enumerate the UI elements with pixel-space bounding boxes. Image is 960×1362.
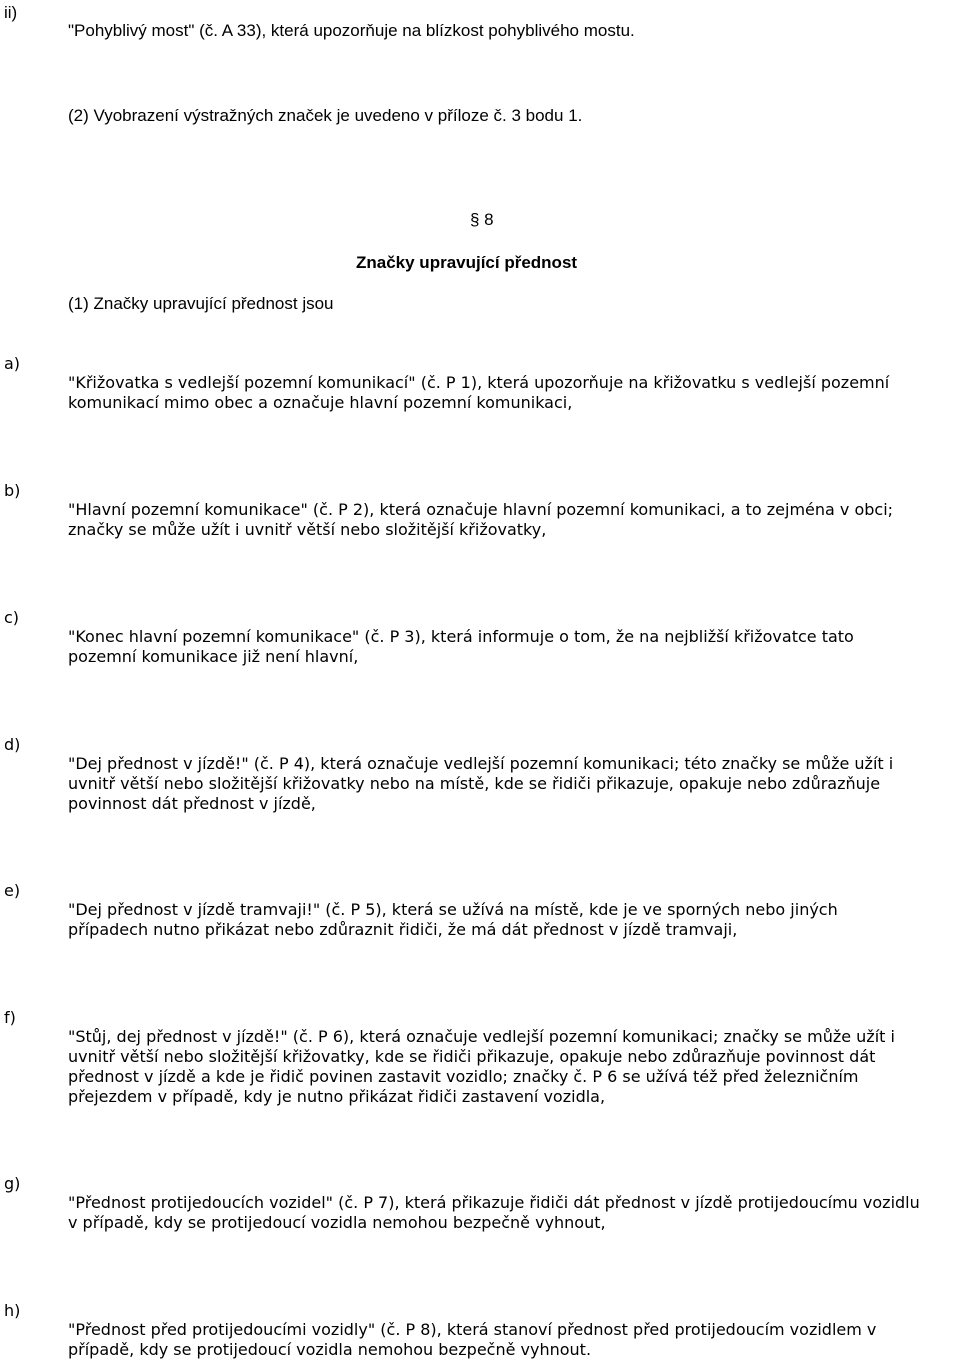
section-title: Značky upravující přednost xyxy=(356,253,578,272)
item-label-a: a) xyxy=(4,354,21,373)
item-line: značky se může užít i uvnitř větší nebo složitější křižovatky, xyxy=(68,520,547,539)
item-label-d: d) xyxy=(4,735,21,754)
item-label-h: h) xyxy=(4,1301,21,1320)
list-item-a xyxy=(68,373,960,413)
item-label-f: f) xyxy=(4,1008,16,1027)
list-item-b xyxy=(68,500,960,540)
list-item-c xyxy=(68,627,960,667)
item-label-ii: ii) xyxy=(4,3,18,22)
item-line: povinnost dát přednost v jízdě, xyxy=(68,794,316,813)
section-intro: (1) Značky upravující přednost jsou xyxy=(68,294,334,313)
item-line: "Hlavní pozemní komunikace" (č. P 2), která označuje hlavní pozemní komunikaci, a to zejména v obci; xyxy=(68,500,894,519)
item-line: případě, kdy se protijedoucí vozidla nemohou bezpečně vyhnout. xyxy=(68,1340,592,1359)
item-line: pozemní komunikace již není hlavní, xyxy=(68,647,359,666)
list-item-d xyxy=(68,754,960,814)
list-item-g xyxy=(68,1193,960,1233)
item-line: uvnitř větší nebo složitější křižovatky, kde se řidiči přikazuje, opakuje nebo zdůrazňuje povinnost dát xyxy=(68,1047,876,1066)
list-item-e xyxy=(68,900,960,940)
item-label-e: e) xyxy=(4,881,21,900)
item-line: komunikací mimo obec a označuje hlavní pozemní komunikaci, xyxy=(68,393,573,412)
item-line: "Přednost před protijedoucími vozidly" (č. P 8), která stanoví přednost před protijedoucím vozidlem v xyxy=(68,1320,877,1339)
item-line: "Konec hlavní pozemní komunikace" (č. P 3), která informuje o tom, že na nejbližší křižovatce tato xyxy=(68,627,854,646)
moving-bridge-text: "Pohyblivý most" (č. A 33), která upozorňuje na blízkost pohyblivého mostu. xyxy=(68,21,635,40)
annex-note: (2) Vyobrazení výstražných značek je uvedeno v příloze č. 3 bodu 1. xyxy=(68,106,583,125)
item-label-g: g) xyxy=(4,1174,21,1193)
item-line: přednost v jízdě a kde je řidič povinen zastavit vozidlo; značky č. P 6 se užívá též před železničním xyxy=(68,1067,859,1086)
item-line: uvnitř větší nebo složitější křižovatky nebo na místě, kde se řidiči přikazuje, opakuje nebo zdůrazňuje xyxy=(68,774,881,793)
item-line: přejezdem v případě, kdy je nutno přikázat řidiči zastavení vozidla, xyxy=(68,1087,606,1106)
item-line: "Křižovatka s vedlejší pozemní komunikací" (č. P 1), která upozorňuje na křižovatku s vedlejší pozemní xyxy=(68,373,890,392)
item-line: "Dej přednost v jízdě tramvaji!" (č. P 5), která se užívá na místě, kde je ve sporných nebo jiných xyxy=(68,900,838,919)
section-symbol: § 8 xyxy=(470,210,494,229)
item-line: "Přednost protijedoucích vozidel" (č. P 7), která přikazuje řidiči dát přednost v jízdě protijedoucímu vozidlu xyxy=(68,1193,920,1212)
list-item-f xyxy=(68,1027,960,1107)
item-line: "Stůj, dej přednost v jízdě!" (č. P 6), která označuje vedlejší pozemní komunikaci; značky se může užít i xyxy=(68,1027,895,1046)
list-item-h xyxy=(68,1320,960,1360)
item-label-c: c) xyxy=(4,608,20,627)
item-line: případech nutno přikázat nebo zdůraznit řidiči, že má dát přednost v jízdě tramvaji, xyxy=(68,920,738,939)
item-line: "Dej přednost v jízdě!" (č. P 4), která označuje vedlejší pozemní komunikaci; této značky se může užít i xyxy=(68,754,894,773)
item-line: v případě, kdy se protijedoucí vozidla nemohou bezpečně vyhnout, xyxy=(68,1213,606,1232)
item-label-b: b) xyxy=(4,481,21,500)
